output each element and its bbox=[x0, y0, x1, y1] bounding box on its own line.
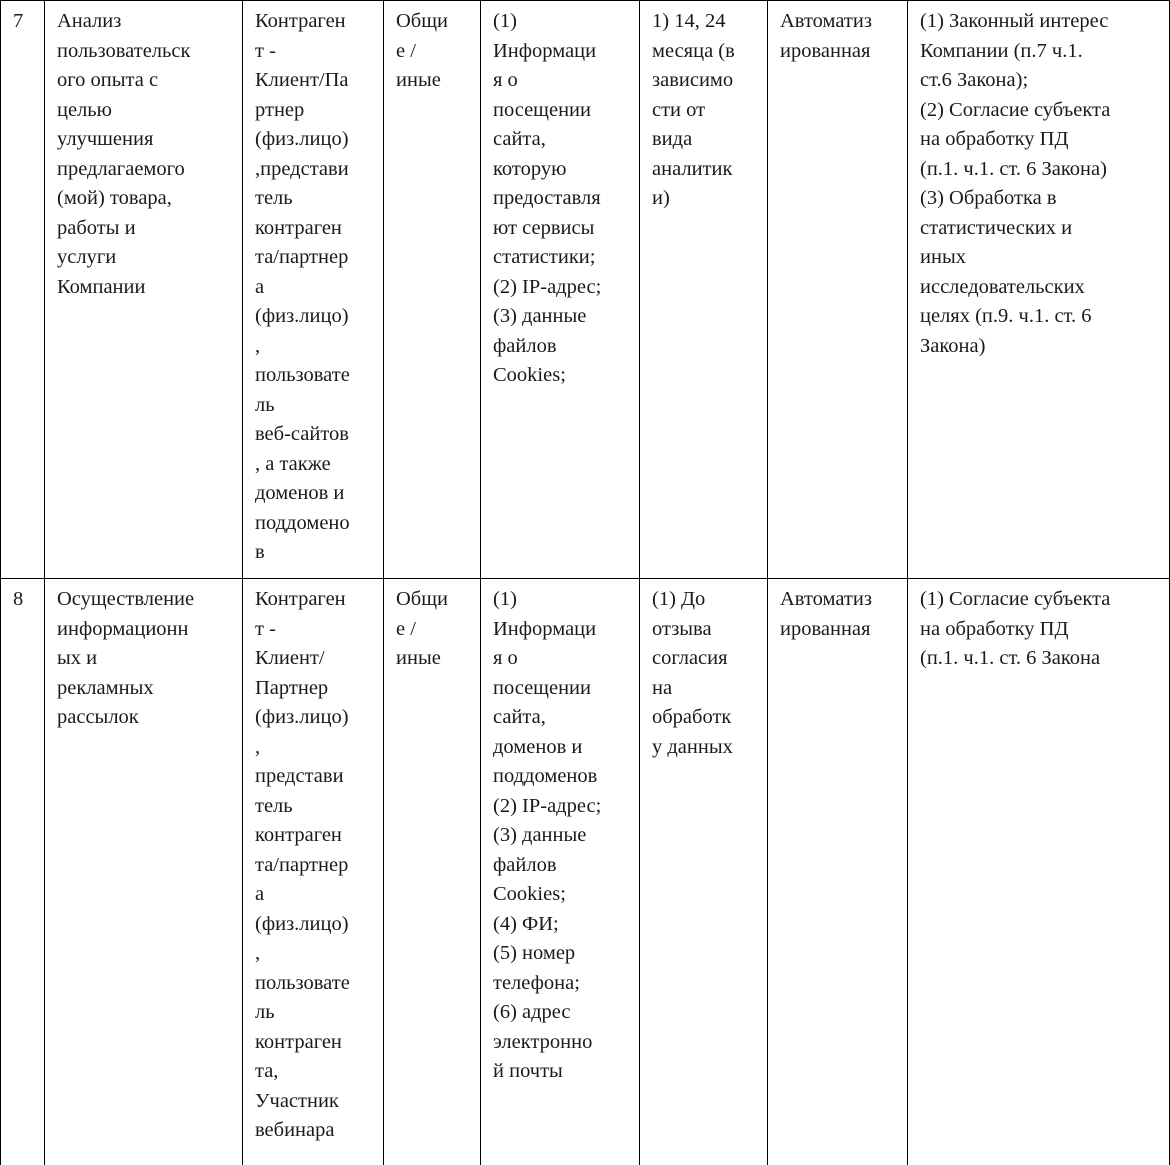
cell-text-line: телефона; bbox=[493, 971, 580, 994]
cell-text-line: , bbox=[255, 942, 261, 964]
cell-text-line: та/партнер bbox=[255, 853, 349, 876]
cell-text-line: работы и bbox=[57, 216, 136, 239]
cell-text-line: месяца (в bbox=[652, 39, 735, 62]
cell-text-line: Контраген bbox=[255, 588, 346, 610]
cell-text-line: (2) Согласие субъекта bbox=[920, 98, 1111, 121]
cell-text-line: а bbox=[255, 883, 265, 905]
cell-text-line: поддомено bbox=[255, 511, 350, 534]
cell-text-line: в bbox=[255, 541, 265, 563]
cell-text-line: на bbox=[652, 676, 673, 699]
cell-text-line: Партнер bbox=[255, 676, 329, 699]
cell-text-line: Компании (п.7 ч.1. bbox=[920, 39, 1083, 62]
cell-text-line: Cookies; bbox=[493, 883, 566, 905]
cell-text-line: Компании bbox=[57, 275, 146, 298]
cell-text-line: Общи bbox=[396, 10, 448, 32]
cell-text-line: ированная bbox=[780, 39, 871, 62]
cell-text-line: Cookies; bbox=[493, 364, 566, 386]
cell-text-line: файлов bbox=[493, 334, 557, 357]
cell-text-line: Автоматиз bbox=[780, 10, 872, 32]
cell-text-line: и) bbox=[652, 187, 670, 209]
cell-text-line: контраген bbox=[255, 824, 342, 846]
cell-text-line: Общи bbox=[396, 588, 448, 610]
cell-text-line: согласия bbox=[652, 647, 728, 669]
cell-text-line: сти от bbox=[652, 98, 706, 121]
cell-text-line: у данных bbox=[652, 735, 733, 758]
cell-text-line: контраген bbox=[255, 1030, 342, 1053]
cell-text-line: Информаци bbox=[493, 617, 597, 640]
cell-text-line: (1) Согласие субъекта bbox=[920, 588, 1111, 610]
subjects-cell bbox=[243, 579, 384, 1165]
cell-text-line: рекламных bbox=[57, 676, 154, 699]
cell-text-line: вида bbox=[652, 128, 693, 150]
cell-text-line: т - bbox=[255, 617, 276, 640]
cell-text-line: доменов и bbox=[255, 482, 345, 504]
category-cell bbox=[384, 1, 481, 579]
cell-text-line: сайта, bbox=[493, 128, 546, 150]
cell-text-line: (1) Законный интерес bbox=[920, 10, 1109, 32]
row-number-cell bbox=[1, 1, 45, 579]
cell-text-line: доменов и bbox=[493, 735, 583, 758]
row-number: 8 bbox=[13, 588, 24, 610]
legal-basis-cell bbox=[908, 579, 1170, 1165]
cell-text-line: ых и bbox=[57, 647, 98, 669]
cell-text-line: , bbox=[255, 735, 261, 758]
cell-text-line: рассылок bbox=[57, 706, 139, 728]
table-row bbox=[1, 579, 1170, 1165]
cell-text-line: (мой) товара, bbox=[57, 187, 172, 209]
cell-text-line: (физ.лицо) bbox=[255, 706, 349, 728]
cell-text-line: я о bbox=[493, 647, 518, 669]
cell-text-line: иных bbox=[920, 246, 966, 268]
cell-text-line: исследовательских bbox=[920, 275, 1085, 298]
cell-text-line: вебинара bbox=[255, 1119, 335, 1141]
cell-text-line: (2) IP-адрес; bbox=[493, 794, 602, 817]
cell-text-line: (п.1. ч.1. ст. 6 Закона bbox=[920, 647, 1101, 669]
legal-basis-cell bbox=[908, 1, 1170, 579]
cell-text-line: (1) bbox=[493, 588, 517, 610]
cell-text-line: на обработку ПД bbox=[920, 617, 1069, 640]
cell-text-line: , а также bbox=[255, 452, 331, 475]
cell-text-line: ртнер bbox=[255, 98, 305, 121]
cell-text-line: 1) 14, 24 bbox=[652, 10, 726, 32]
cell-text-line: (п.1. ч.1. ст. 6 Закона) bbox=[920, 157, 1107, 180]
cell-text-line: контраген bbox=[255, 216, 342, 239]
row-number: 7 bbox=[13, 10, 24, 32]
cell-text-line: услуги bbox=[57, 246, 117, 268]
cell-text-line: (физ.лицо) bbox=[255, 128, 349, 150]
cell-text-line: (физ.лицо) bbox=[255, 912, 349, 935]
cell-text-line: (1) До bbox=[652, 588, 706, 610]
cell-text-line: (2) IP-адрес; bbox=[493, 275, 602, 298]
cell-text-line: тель bbox=[255, 187, 293, 209]
cell-text-line: поддоменов bbox=[493, 765, 598, 787]
category-cell bbox=[384, 579, 481, 1165]
cell-text-line: статистики; bbox=[493, 246, 596, 268]
cell-text-line: посещении bbox=[493, 676, 591, 699]
purpose-cell bbox=[45, 1, 243, 579]
cell-text-line: ,представи bbox=[255, 157, 349, 180]
purpose-cell bbox=[45, 579, 243, 1165]
cell-text-line: (1) bbox=[493, 10, 517, 32]
cell-text-line: целью bbox=[57, 98, 112, 121]
cell-text-line: пользовате bbox=[255, 364, 350, 386]
cell-text-line: представи bbox=[255, 765, 344, 787]
cell-text-line: Информаци bbox=[493, 39, 597, 62]
data-list-cell bbox=[481, 579, 640, 1165]
cell-text-line: пользовательск bbox=[57, 39, 191, 62]
cell-text-line: файлов bbox=[493, 853, 557, 876]
cell-text-line: ированная bbox=[780, 617, 871, 640]
cell-text-line: та/партнер bbox=[255, 246, 349, 268]
cell-text-line: предоставля bbox=[493, 187, 601, 209]
cell-text-line: , bbox=[255, 334, 261, 357]
cell-text-line: ют сервисы bbox=[493, 216, 595, 239]
cell-text-line: посещении bbox=[493, 98, 591, 121]
cell-text-line: аналитик bbox=[652, 157, 733, 180]
method-cell bbox=[768, 579, 908, 1165]
cell-text-line: статистических и bbox=[920, 216, 1073, 239]
term-cell bbox=[640, 1, 768, 579]
cell-text-line: Автоматиз bbox=[780, 588, 872, 610]
cell-text-line: веб-сайтов bbox=[255, 423, 349, 445]
cell-text-line: отзыва bbox=[652, 617, 712, 640]
cell-text-line: на обработку ПД bbox=[920, 128, 1069, 150]
cell-text-line: ого опыта с bbox=[57, 69, 159, 91]
cell-text-line: Клиент/ bbox=[255, 647, 325, 669]
cell-text-line: ст.6 Закона); bbox=[920, 69, 1029, 91]
cell-text-line: Анализ bbox=[57, 10, 122, 32]
cell-text-line: которую bbox=[493, 157, 567, 180]
cell-text-line: информационн bbox=[57, 617, 189, 640]
row-number-cell bbox=[1, 579, 45, 1165]
cell-text-line: Контраген bbox=[255, 10, 346, 32]
subjects-cell bbox=[243, 1, 384, 579]
cell-text-line: тель bbox=[255, 794, 293, 817]
cell-text-line: Закона) bbox=[920, 334, 986, 357]
cell-text-line: зависимо bbox=[652, 69, 734, 91]
cell-text-line: т - bbox=[255, 39, 276, 62]
cell-text-line: сайта, bbox=[493, 706, 546, 728]
cell-text-line: иные bbox=[396, 647, 441, 669]
cell-text-line: е / bbox=[396, 39, 416, 62]
cell-text-line: (3) данные bbox=[493, 824, 587, 846]
cell-text-line: (физ.лицо) bbox=[255, 305, 349, 327]
cell-text-line: я о bbox=[493, 69, 518, 91]
term-cell bbox=[640, 579, 768, 1165]
cell-text-line: пользовате bbox=[255, 971, 350, 994]
cell-text-line: улучшения bbox=[57, 128, 154, 150]
cell-text-line: ль bbox=[255, 393, 275, 416]
cell-text-line: а bbox=[255, 275, 265, 298]
method-cell bbox=[768, 1, 908, 579]
cell-text-line: предлагаемого bbox=[57, 157, 185, 180]
cell-text-line: (6) адрес bbox=[493, 1001, 571, 1023]
cell-text-line: та, bbox=[255, 1060, 279, 1082]
cell-text-line: иные bbox=[396, 69, 441, 91]
cell-text-line: обработк bbox=[652, 706, 732, 728]
cell-text-line: электронно bbox=[493, 1030, 593, 1053]
cell-text-line: й почты bbox=[493, 1060, 563, 1082]
cell-text-line: Осуществление bbox=[57, 588, 195, 610]
cell-text-line: (3) данные bbox=[493, 305, 587, 327]
cell-text-line: ль bbox=[255, 1001, 275, 1023]
cell-text-line: Клиент/Па bbox=[255, 69, 349, 91]
cell-text-line: е / bbox=[396, 617, 416, 640]
cell-text-line: (5) номер bbox=[493, 942, 576, 964]
cell-text-line: (3) Обработка в bbox=[920, 187, 1057, 209]
data-list-cell bbox=[481, 1, 640, 579]
cell-text-line: (4) ФИ; bbox=[493, 912, 559, 935]
cell-text-line: Участник bbox=[255, 1089, 339, 1112]
cell-text-line: целях (п.9. ч.1. ст. 6 bbox=[920, 305, 1092, 327]
table-row bbox=[1, 1, 1170, 579]
